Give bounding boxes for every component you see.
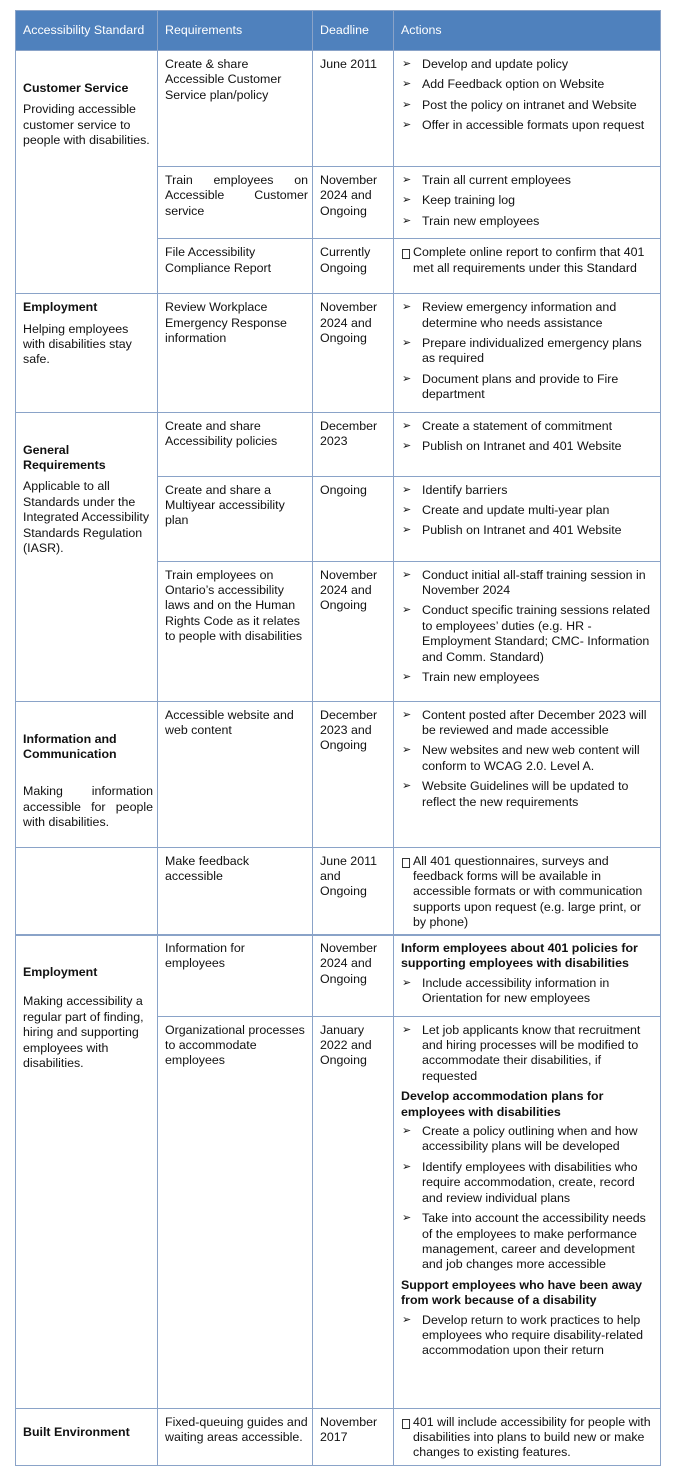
accessibility-table-1 [15, 10, 661, 936]
header-standard: Accessibility Standard [16, 11, 158, 51]
standard-cell [16, 935, 158, 1409]
deadline: January 2022 and Ongoing [313, 1016, 394, 1408]
standard-description: Helping employees with disabilities stay safe. [23, 321, 132, 367]
actions-cell [394, 561, 661, 701]
actions-cell [394, 51, 661, 167]
table-row [16, 935, 661, 1017]
action-heading: Inform employees about 401 policies for supporting employees with disabilities [401, 941, 638, 971]
requirement: Create and share Accessibility policies [158, 412, 313, 476]
action-item: ➢ Identify barriers [401, 483, 656, 498]
table-row [16, 1408, 661, 1465]
standard-title: Built Environment [23, 1424, 130, 1439]
table-row [16, 847, 661, 935]
action-item: ➢ Publish on Intranet and 401 Website [401, 523, 656, 538]
deadline: November 2017 [313, 1408, 394, 1465]
action-item: ➢ New websites and new web content will conform to WCAG 2.0. Level A. [401, 743, 656, 774]
action-item: ➢ Keep training log [401, 193, 656, 208]
header-actions: Actions [394, 11, 661, 51]
action-item: ➢ Let job applicants know that recruitment and hiring processes will be modified to accommodate their disabilities, if requested [401, 1023, 656, 1085]
table-row [16, 701, 661, 847]
actions-cell [394, 294, 661, 412]
action-item: ➢ Offer in accessible formats upon request [401, 118, 656, 133]
requirement: Fixed-queuing guides and waiting areas accessible. [158, 1408, 313, 1465]
action-item: ➢ Create and update multi-year plan [401, 503, 656, 518]
actions-cell [394, 935, 661, 1017]
action-item: ➢ Take into account the accessibility needs of the employees to make performance management, career and development and job changes more accessible [401, 1211, 656, 1273]
requirement: Information for employees [158, 935, 313, 1017]
action-item: ➢ Content posted after December 2023 will be reviewed and made accessible [401, 708, 656, 739]
deadline: November 2024 and Ongoing [313, 167, 394, 239]
requirement: Train employees on Ontario’s accessibility laws and on the Human Rights Code as it relates to people with disabilities [158, 561, 313, 701]
action-item: ➢ Train new employees [401, 670, 656, 685]
standard-cell [16, 51, 158, 294]
action-item: ➢ Publish on Intranet and 401 Website [401, 439, 656, 454]
accessibility-table-2 [15, 934, 661, 1466]
table-row [16, 412, 661, 476]
checkbox-item: Complete online report to confirm that 401 met all requirements under this Standard [401, 245, 656, 276]
action-item: ➢ Add Feedback option on Website [401, 77, 656, 92]
actions-cell [394, 239, 661, 294]
standard-description: Applicable to all Standards under the Integrated Accessibility Standards Regulation (IASR). [23, 479, 150, 556]
table-row [16, 51, 661, 167]
requirement: Train employees on Accessible Customer service [158, 167, 313, 239]
action-item: ➢ Conduct specific training sessions related to employees’ duties (e.g. HR - Employment Standard; CMC- Information and Comm. Standard) [401, 603, 656, 665]
standard-title: General Requirements [23, 442, 106, 473]
deadline: June 2011 [313, 51, 394, 167]
deadline: December 2023 and Ongoing [313, 701, 394, 847]
action-item: ➢ Document plans and provide to Fire department [401, 372, 656, 403]
standard-description: Providing accessible customer service to people with disabilities. [23, 102, 150, 148]
action-item: ➢ Train new employees [401, 214, 656, 229]
deadline: Currently Ongoing [313, 239, 394, 294]
standard-description: Making information accessible for people with disabilities. [23, 784, 153, 830]
header-deadline: Deadline [313, 11, 394, 51]
standard-cell [16, 1408, 158, 1465]
standard-cell [16, 701, 158, 847]
requirement: Accessible website and web content [158, 701, 313, 847]
requirement: Create & share Accessible Customer Service plan/policy [158, 51, 313, 167]
action-item: ➢ Post the policy on intranet and Website [401, 98, 656, 113]
standard-cell [16, 412, 158, 701]
action-item: ➢ Identify employees with disabilities who require accommodation, create, record and review individual plans [401, 1160, 656, 1206]
action-item: ➢ Develop and update policy [401, 57, 656, 72]
actions-cell [394, 167, 661, 239]
action-item: ➢ Create a statement of commitment [401, 419, 656, 434]
standard-title: Employment [23, 300, 98, 315]
standard-cell-empty [16, 847, 158, 935]
standard-cell [16, 294, 158, 412]
action-heading: Support employees who have been away from work because of a disability [401, 1277, 643, 1308]
actions-cell [394, 1408, 661, 1465]
action-item: ➢ Website Guidelines will be updated to reflect the new requirements [401, 779, 656, 810]
requirement: File Accessibility Compliance Report [158, 239, 313, 294]
actions-cell [394, 476, 661, 561]
standard-description: Making accessibility a regular part of finding, hiring and supporting employees with disabilities. [23, 994, 144, 1071]
action-item: ➢ Create a policy outlining when and how accessibility plans will be developed [401, 1124, 656, 1155]
action-item: ➢ Prepare individualized emergency plans as required [401, 336, 656, 367]
table-header-row [16, 11, 661, 51]
action-item: ➢ Develop return to work practices to help employees who require disability-related accommodation upon their return [401, 1313, 656, 1359]
table-row [16, 294, 661, 412]
standard-title: Employment [23, 965, 98, 979]
checkbox-item: All 401 questionnaires, surveys and feedback forms will be available in accessible formats or with communication supports upon request (e.g. large print, or by phone) [401, 854, 656, 931]
standard-title: Customer Service [23, 81, 129, 95]
standard-title: Information and Communication [23, 731, 117, 762]
action-item: ➢ Conduct initial all-staff training session in November 2024 [401, 568, 656, 599]
action-item: ➢ Include accessibility information in Orientation for new employees [401, 976, 656, 1007]
action-heading: Develop accommodation plans for employees with disabilities [401, 1089, 604, 1119]
checkbox-item: 401 will include accessibility for people with disabilities into plans to build new or make changes to existing features. [401, 1415, 656, 1461]
actions-cell [394, 847, 661, 935]
deadline: Ongoing [313, 476, 394, 561]
actions-cell [394, 1016, 661, 1408]
deadline: November 2024 and Ongoing [313, 561, 394, 701]
header-requirements: Requirements [158, 11, 313, 51]
deadline: November 2024 and Ongoing [313, 294, 394, 412]
requirement: Make feedback accessible [158, 847, 313, 935]
requirement: Create and share a Multiyear accessibility plan [158, 476, 313, 561]
deadline: June 2011 and Ongoing [313, 847, 394, 935]
action-item: ➢ Train all current employees [401, 173, 656, 188]
actions-cell [394, 701, 661, 847]
deadline: November 2024 and Ongoing [313, 935, 394, 1017]
actions-cell [394, 412, 661, 476]
requirement: Review Workplace Emergency Response information [158, 294, 313, 412]
requirement: Organizational processes to accommodate employees [158, 1016, 313, 1408]
action-item: ➢ Review emergency information and determine who needs assistance [401, 300, 656, 331]
deadline: December 2023 [313, 412, 394, 476]
